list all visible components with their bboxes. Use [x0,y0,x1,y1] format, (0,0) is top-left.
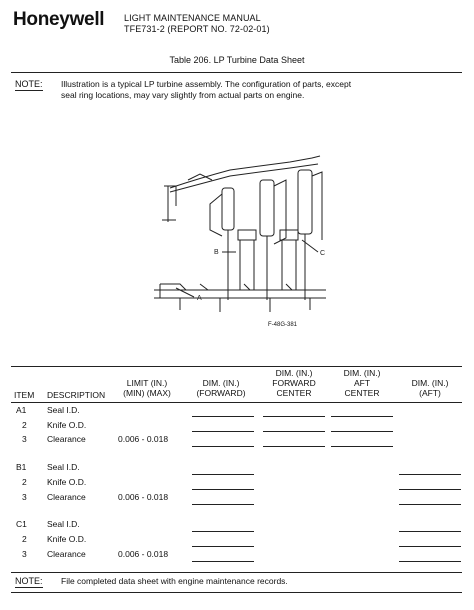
entry-line-a3-fwd[interactable] [192,446,254,447]
top-rule [11,72,462,73]
desc-b2: Knife O.D. [47,477,87,487]
entry-line-b1-aft[interactable] [399,474,461,475]
note-top-label: NOTE: [15,79,43,89]
callout-c: C [320,250,326,257]
entry-line-a2-fwdc[interactable] [263,431,325,432]
table-caption: Table 206. LP Turbine Data Sheet [169,55,305,65]
item-a1: A1 [16,405,27,415]
entry-line-b3-aft[interactable] [399,504,461,505]
item-a3: 3 [22,434,27,444]
limit-c3: 0.006 - 0.018 [118,549,169,559]
entry-line-a2-fwd[interactable] [192,431,254,432]
desc-b3: Clearance [47,492,86,502]
entry-line-a2-aftc[interactable] [331,431,393,432]
limit-b3: 0.006 - 0.018 [118,492,169,502]
col-header-dim-forward-center: DIM. (IN.) FORWARD CENTER [272,368,316,398]
entry-line-b3-fwd[interactable] [192,504,254,505]
desc-a3: Clearance [47,434,86,444]
note-bottom-label: NOTE: [15,576,43,586]
figure-reference: F-48G-381 [268,322,298,328]
desc-c2: Knife O.D. [47,534,87,544]
desc-a2: Knife O.D. [47,420,87,430]
item-c3: 3 [22,549,27,559]
lp-turbine-illustration [140,140,340,320]
note-top-line-1: Illustration is a typical LP turbine assembly. The configuration of parts, except [61,79,352,89]
entry-line-c2-fwd[interactable] [192,546,254,547]
col-header-dim-aft-center: DIM. (IN.) AFT CENTER [343,368,381,398]
entry-line-a3-fwdc[interactable] [263,446,325,447]
table-header-rule [11,402,462,403]
col-header-description: DESCRIPTION [47,390,106,400]
entry-line-a1-fwd[interactable] [192,416,254,417]
entry-line-c3-aft[interactable] [399,561,461,562]
entry-line-c3-fwd[interactable] [192,561,254,562]
callout-a: A [197,295,202,302]
entry-line-b2-fwd[interactable] [192,489,254,490]
table-top-rule [11,366,462,367]
entry-line-a3-aftc[interactable] [331,446,393,447]
item-c2: 2 [22,534,27,544]
col-header-item: ITEM [14,390,35,400]
entry-line-b1-fwd[interactable] [192,474,254,475]
entry-line-c1-fwd[interactable] [192,531,254,532]
desc-c1: Seal I.D. [47,519,80,529]
entry-line-c2-aft[interactable] [399,546,461,547]
manual-title: LIGHT MAINTENANCE MANUAL [124,13,261,23]
item-b1: B1 [16,462,27,472]
note-top-line-2: seal ring locations, may vary slightly from actual parts on engine. [61,90,305,100]
entry-line-a1-aftc[interactable] [331,416,393,417]
col-header-limit: LIMIT (IN.) (MIN) (MAX) [123,378,171,398]
desc-c3: Clearance [47,549,86,559]
col-header-dim-forward: DIM. (IN.) (FORWARD) [196,378,246,398]
callout-b: B [214,249,219,256]
bottom-rule [11,592,462,593]
desc-a1: Seal I.D. [47,405,80,415]
entry-line-a1-fwdc[interactable] [263,416,325,417]
desc-b1: Seal I.D. [47,462,80,472]
report-number: TFE731-2 (REPORT NO. 72-02-01) [124,24,270,34]
note-bottom-text: File completed data sheet with engine maintenance records. [61,576,288,586]
item-b2: 2 [22,477,27,487]
item-c1: C1 [16,519,27,529]
col-header-dim-aft: DIM. (IN.) (AFT) [411,378,449,398]
item-b3: 3 [22,492,27,502]
limit-a3: 0.006 - 0.018 [118,434,169,444]
item-a2: 2 [22,420,27,430]
bottom-note-rule [11,572,462,573]
entry-line-c1-aft[interactable] [399,531,461,532]
honeywell-logo: Honeywell [13,9,105,30]
entry-line-b2-aft[interactable] [399,489,461,490]
